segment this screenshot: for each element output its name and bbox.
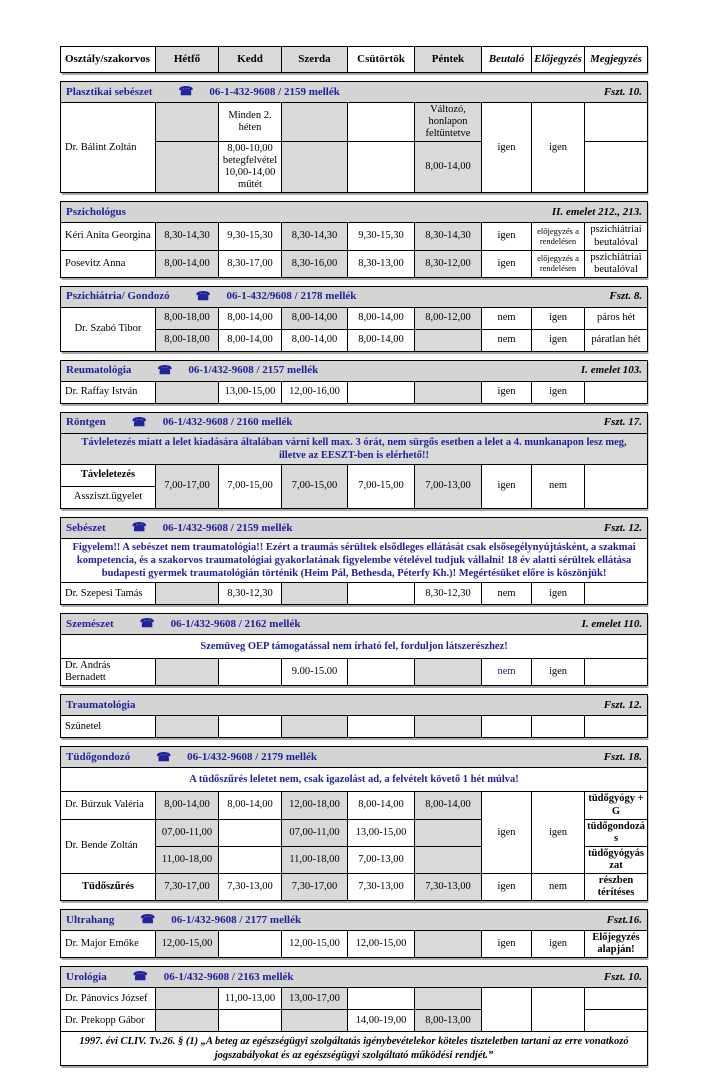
- section-header: [61, 909, 648, 930]
- column-header-cell: Beutaló: [482, 47, 532, 73]
- section-note: Figyelem!! A sebészet nem traumatológia!! Ezért a traumás sérültek elsődleges ellátását csak elsősegélynyújtásként, a szakmai kompetencia, és a szakorvos traumatológiai gyakorlatának figyelembe vételével tudjuk vállalni! 18 év alatti sérültek ellátása budapesti gyermek traumatológián történik (Heim Pál, Bethesda, Péterfy Kh.)! Megértésüket előre is köszönjük!: [61, 538, 648, 582]
- cell: [585, 381, 648, 403]
- section-header: [61, 286, 648, 307]
- flag-cell: igen: [482, 381, 532, 403]
- column-header-cell: Megjegyzés: [585, 47, 648, 73]
- phone-icon: ☎: [156, 749, 172, 764]
- time-cell: 13,00-15,00: [219, 381, 282, 403]
- section-header-row: [61, 412, 648, 433]
- cell: [156, 142, 219, 193]
- section-header: [61, 82, 648, 103]
- time-cell: 8,00-14,00: [219, 329, 282, 351]
- cell: [348, 142, 415, 193]
- phone-number: 06-1/432-9608 / 2159 mellék: [162, 521, 293, 534]
- time-cell: 8,00-10,00 betegfelvétel 10,00-14,00 műtét: [219, 142, 282, 193]
- section-note: Szemüveg OEP támogatással nem írható fel, forduljon látszerészhez!: [61, 635, 648, 659]
- doctor-cell: Posevitz Anna: [61, 250, 156, 277]
- time-cell: 8,00-14,00: [282, 329, 348, 351]
- time-cell: 12,00-15,00: [348, 930, 415, 957]
- time-cell: 8,00-14,00: [415, 142, 482, 193]
- phone-icon: ☎: [131, 414, 147, 429]
- time-cell: 7,00-13,00: [415, 464, 482, 508]
- cell: [585, 103, 648, 142]
- cell: [532, 716, 585, 738]
- time-cell: 8,00-18,00: [156, 329, 219, 351]
- section-tudogondozo: [60, 746, 647, 901]
- time-cell: 8,30-12,30: [219, 583, 282, 605]
- cell: [585, 1010, 648, 1032]
- flag-cell: igen: [482, 930, 532, 957]
- department-name: Pszichiátria/ Gondozó: [66, 290, 170, 303]
- section-header: [61, 614, 648, 635]
- time-cell: 7,30-13,00: [415, 873, 482, 900]
- cell: [282, 103, 348, 142]
- cell: [415, 381, 482, 403]
- plasztikai-sebeszet-table: [60, 81, 648, 193]
- time-cell: 11,00-13,00: [219, 988, 282, 1010]
- section-column-headers: [60, 46, 647, 73]
- flag-cell: igen: [532, 583, 585, 605]
- cell: Változó, honlapon feltüntetve: [415, 103, 482, 142]
- section-pszichiatria-gondozo: [60, 286, 647, 352]
- table-row: [61, 223, 648, 250]
- room-location: II. emelet 212., 213.: [551, 206, 643, 219]
- phone-block: [132, 521, 293, 535]
- department-name: Plasztikai sebészet: [66, 85, 153, 98]
- table-row: [61, 792, 648, 819]
- phone-block: [140, 617, 301, 631]
- section-header-row: [61, 967, 648, 988]
- cell: [282, 142, 348, 193]
- cell: [532, 988, 585, 1032]
- doctor-cell: Dr. Bálint Zoltán: [61, 103, 156, 193]
- cell: tüdőgyógyászat: [585, 846, 648, 873]
- department-name: Ultrahang: [66, 913, 115, 926]
- szemeszet-table: [60, 613, 648, 686]
- time-cell: 7,30-13,00: [348, 873, 415, 900]
- table-row: [61, 930, 648, 957]
- table-row: [61, 307, 648, 329]
- column-header-cell: Előjegyzés: [532, 47, 585, 73]
- time-cell: 8,00-14,00: [415, 792, 482, 819]
- time-cell: 7,30-17,00: [282, 873, 348, 900]
- room-location: Fszt. 10.: [603, 970, 643, 983]
- pszichologus-table: [60, 201, 648, 277]
- doctor-cell: Szünetel: [61, 716, 156, 738]
- ultrahang-table: [60, 909, 648, 958]
- time-cell: 8,00-14,00: [348, 792, 415, 819]
- table-row: [61, 381, 648, 403]
- flag-cell: igen: [532, 930, 585, 957]
- time-cell: 8,00-12,00: [415, 307, 482, 329]
- flag-cell: igen: [532, 307, 585, 329]
- cell: [348, 583, 415, 605]
- section-ultrahang: [60, 909, 647, 958]
- table-row: [61, 583, 648, 605]
- time-cell: 7,00-13,00: [348, 846, 415, 873]
- flag-cell: nem: [532, 873, 585, 900]
- table-row: [61, 768, 648, 792]
- cell: [415, 716, 482, 738]
- flag-cell: nem: [532, 464, 585, 508]
- table-row: [61, 250, 648, 277]
- phone-number: 06-1/432-9608 / 2163 mellék: [163, 970, 294, 983]
- department-name: Szemészet: [66, 617, 114, 630]
- column-header-cell: Csütörtök: [348, 47, 415, 73]
- flag-cell: igen: [532, 329, 585, 351]
- section-szemeszet: [60, 613, 647, 686]
- table-row: [61, 873, 648, 900]
- time-cell: 8,30-14,30: [415, 223, 482, 250]
- time-cell: 8,30-12,30: [415, 583, 482, 605]
- cell: [219, 1010, 282, 1032]
- cell: [482, 716, 532, 738]
- phone-number: 06-1/432-9608 / 2160 mellék: [162, 416, 293, 429]
- phone-icon: ☎: [132, 969, 148, 984]
- column-header-cell: Kedd: [219, 47, 282, 73]
- cell: előjegyzés a rendelésen: [532, 250, 585, 277]
- cell: [585, 464, 648, 508]
- section-header: [61, 202, 648, 223]
- section-header-row: [61, 517, 648, 538]
- phone-icon: ☎: [157, 362, 173, 377]
- table-row: [61, 988, 648, 1010]
- time-cell: 7,30-17,00: [156, 873, 219, 900]
- time-cell: 8,30-14,30: [282, 223, 348, 250]
- phone-icon: ☎: [131, 520, 147, 535]
- time-cell: 8,30-16,00: [282, 250, 348, 277]
- department-name: Sebészet: [66, 521, 106, 534]
- cell: páratlan hét: [585, 329, 648, 351]
- traumatologia-table: [60, 694, 648, 738]
- cell: [282, 1010, 348, 1032]
- column-headers-table: [60, 46, 648, 73]
- section-traumatologia: [60, 694, 647, 738]
- doctor-cell: Dr. Szepesi Tamás: [61, 583, 156, 605]
- section-header: [61, 517, 648, 538]
- cell: [219, 716, 282, 738]
- cell: [585, 659, 648, 686]
- cell: [282, 716, 348, 738]
- phone-number: 06-1/432-9608 / 2179 mellék: [187, 751, 318, 764]
- flag-cell: igen: [482, 464, 532, 508]
- reumatologia-table: [60, 360, 648, 404]
- time-cell: 12,00-16,00: [282, 381, 348, 403]
- rontgen-table: [60, 412, 648, 509]
- flag-cell: nem: [482, 329, 532, 351]
- time-cell: 11,00-18,00: [282, 846, 348, 873]
- time-cell: 9,30-15,30: [219, 223, 282, 250]
- flag-cell: nem: [482, 659, 532, 686]
- cell: [348, 659, 415, 686]
- table-row: [61, 1032, 648, 1066]
- column-header-row: [61, 47, 648, 73]
- cell: [585, 142, 648, 193]
- section-sebeszet: [60, 517, 647, 605]
- department-name: Reumatológia: [66, 364, 132, 377]
- time-cell: 07,00-11,00: [156, 819, 219, 846]
- cell: Távleletezés: [61, 464, 156, 486]
- table-row: [61, 635, 648, 659]
- time-cell: 9.00-15.00: [282, 659, 348, 686]
- section-note: A tüdőszűrés leletet nem, csak igazolást ad, a felvételt követő 1 hét múlva!: [61, 768, 648, 792]
- cell: [585, 716, 648, 738]
- time-cell: 8,00-14,00: [156, 792, 219, 819]
- phone-block: [132, 416, 293, 430]
- phone-icon: ☎: [195, 288, 211, 303]
- cell: [585, 988, 648, 1010]
- doctor-cell: Kéri Anita Georgina: [61, 223, 156, 250]
- cell: Minden 2. héten: [219, 103, 282, 142]
- section-urologia: [60, 966, 647, 1066]
- flag-cell: igen: [482, 792, 532, 873]
- cell: [415, 659, 482, 686]
- time-cell: 8,00-14,00: [219, 792, 282, 819]
- cell: [415, 930, 482, 957]
- section-header: [61, 967, 648, 988]
- time-cell: 8,00-14,00: [348, 307, 415, 329]
- section-reumatologia: [60, 360, 647, 404]
- phone-block: [157, 364, 318, 378]
- flag-cell: nem: [482, 583, 532, 605]
- cell: előjegyzés a rendelésen: [532, 223, 585, 250]
- cell: páros hét: [585, 307, 648, 329]
- time-cell: 7,00-17,00: [156, 464, 219, 508]
- department-name: Urológia: [66, 970, 107, 983]
- cell: Dr. Szabó Tibor: [61, 307, 156, 351]
- column-header-cell: Osztály/szakorvos: [61, 47, 156, 73]
- doctor-cell: Dr. Major Emőke: [61, 930, 156, 957]
- section-header-row: [61, 614, 648, 635]
- cell: [156, 659, 219, 686]
- time-cell: 8,00-13,00: [415, 1010, 482, 1032]
- cell: pszichiátriai beutalóval: [585, 250, 648, 277]
- column-header-cell: Péntek: [415, 47, 482, 73]
- time-cell: 12,00-15,00: [156, 930, 219, 957]
- section-header-row: [61, 695, 648, 716]
- time-cell: 7,00-15,00: [219, 464, 282, 508]
- cell: Előjegyzés alapján!: [585, 930, 648, 957]
- table-row: [61, 464, 648, 486]
- section-header-row: [61, 747, 648, 768]
- table-row: [61, 659, 648, 686]
- section-header-row: [61, 360, 648, 381]
- phone-block: [133, 970, 294, 984]
- time-cell: 8,30-13,00: [348, 250, 415, 277]
- phone-number: 06-1/432-9608 / 2162 mellék: [170, 617, 301, 630]
- flag-cell: nem: [482, 307, 532, 329]
- flag-cell: igen: [532, 792, 585, 873]
- time-cell: 14,00-19,00: [348, 1010, 415, 1032]
- room-location: Fszt. 17.: [603, 416, 642, 429]
- cell: [156, 988, 219, 1010]
- time-cell: 7,30-13,00: [219, 873, 282, 900]
- doctor-cell: Dr. Raffay István: [61, 381, 156, 403]
- column-header-cell: Hétfő: [156, 47, 219, 73]
- cell: [219, 846, 282, 873]
- room-location: Fszt. 12.: [603, 699, 642, 712]
- phone-number: 06-1/432-9608 / 2177 mellék: [171, 913, 302, 926]
- section-header: [61, 747, 648, 768]
- table-row: [61, 433, 648, 464]
- time-cell: 8,00-14,00: [282, 307, 348, 329]
- doctor-cell: Dr. Búrzuk Valéria: [61, 792, 156, 819]
- time-cell: 8,30-17,00: [219, 250, 282, 277]
- cell: pszichiátriai beutalóval: [585, 223, 648, 250]
- time-cell: 8,00-14,00: [156, 250, 219, 277]
- cell: [156, 381, 219, 403]
- section-header-row: [61, 202, 648, 223]
- section-header-row: [61, 909, 648, 930]
- cell: [585, 583, 648, 605]
- section-header-row: [61, 286, 648, 307]
- urologia-table: [60, 966, 648, 1066]
- cell: részben térítéses: [585, 873, 648, 900]
- phone-number: 06-1/432-9608 / 2157 mellék: [188, 364, 319, 377]
- time-cell: 7,00-15,00: [282, 464, 348, 508]
- room-location: Fszt.16.: [606, 913, 643, 926]
- schedule-document: [60, 46, 647, 1066]
- column-header-cell: Szerda: [282, 47, 348, 73]
- doctor-cell: Dr. András Bernadett: [61, 659, 156, 686]
- cell: [348, 103, 415, 142]
- cell: [348, 988, 415, 1010]
- time-cell: 13,00-17,00: [282, 988, 348, 1010]
- time-cell: 8,00-14,00: [348, 329, 415, 351]
- phone-icon: ☎: [139, 616, 155, 631]
- cell: [282, 583, 348, 605]
- sebeszet-table: [60, 517, 648, 605]
- room-location: Fszt. 18.: [603, 751, 642, 764]
- department-name: Traumatológia: [66, 699, 136, 712]
- time-cell: 8,30-14,30: [156, 223, 219, 250]
- time-cell: 8,30-12,00: [415, 250, 482, 277]
- cell: tüdőgyógy + G: [585, 792, 648, 819]
- cell: [482, 988, 532, 1032]
- cell: [348, 381, 415, 403]
- flag-cell: igen: [482, 873, 532, 900]
- time-cell: 9,30-15,30: [348, 223, 415, 250]
- cell: [219, 659, 282, 686]
- section-header-row: [61, 82, 648, 103]
- time-cell: 11,00-18,00: [156, 846, 219, 873]
- phone-block: [178, 85, 339, 99]
- cell: tüdőgondozás: [585, 819, 648, 846]
- section-header: [61, 695, 648, 716]
- cell: [415, 846, 482, 873]
- section-note: Távleletezés miatt a lelet kiadására általában várni kell max. 3 órát, nem sürgős esetben a lelet a 4. munkanapon lesz meg, illetve az EESZT-ben is elérhető!!: [61, 433, 648, 464]
- flag-cell: igen: [532, 659, 585, 686]
- doctor-cell: Dr. Prekopp Gábor: [61, 1010, 156, 1032]
- section-header: [61, 412, 648, 433]
- legal-note: 1997. évi CLIV. Tv.26. § (1) „A beteg az egészségügyi szolgáltatás igénybevételekor köteles tiszteletben tartani az erre vonatkozó jogszabályokat és az egészségügyi szolgáltató működési rendjét.”: [61, 1032, 648, 1066]
- department-name: Röntgen: [66, 416, 106, 429]
- doctor-cell: Dr. Bende Zoltán: [61, 819, 156, 873]
- phone-block: [140, 913, 301, 927]
- room-location: Fszt. 12.: [603, 521, 643, 534]
- phone-number: 06-1-432-9608 / 2159 mellék: [209, 85, 340, 98]
- cell: [156, 103, 219, 142]
- cell: [415, 988, 482, 1010]
- section-plasztikai-sebeszet: [60, 81, 647, 193]
- tudogondozo-table: [60, 746, 648, 901]
- flag-cell: igen: [532, 381, 585, 403]
- flag-cell: igen: [532, 103, 585, 193]
- flag-cell: igen: [482, 250, 532, 277]
- time-cell: 13,00-15,00: [348, 819, 415, 846]
- section-rontgen: [60, 412, 647, 509]
- flag-cell: igen: [482, 223, 532, 250]
- doctor-cell: Dr. Pánovics József: [61, 988, 156, 1010]
- phone-icon: ☎: [140, 912, 156, 927]
- cell: [348, 716, 415, 738]
- room-location: I. emelet 110.: [581, 617, 643, 630]
- department-name: Pszichológus: [66, 206, 126, 219]
- table-row: [61, 103, 648, 142]
- time-cell: 8,00-18,00: [156, 307, 219, 329]
- flag-cell: igen: [482, 103, 532, 193]
- cell: [415, 329, 482, 351]
- table-row: [61, 716, 648, 738]
- cell: [415, 819, 482, 846]
- cell: Assziszt.ügyelet: [61, 486, 156, 508]
- section-header: [61, 360, 648, 381]
- cell: Tüdőszűrés: [61, 873, 156, 900]
- cell: [156, 716, 219, 738]
- room-location: I. emelet 103.: [580, 364, 643, 377]
- time-cell: 12,00-15,00: [282, 930, 348, 957]
- phone-block: [156, 751, 317, 765]
- table-row: [61, 538, 648, 582]
- time-cell: 7,00-15,00: [348, 464, 415, 508]
- pszichiatria-gondozo-table: [60, 286, 648, 352]
- time-cell: 8,00-14,00: [219, 307, 282, 329]
- cell: [219, 819, 282, 846]
- cell: [219, 930, 282, 957]
- phone-icon: ☎: [178, 84, 194, 99]
- phone-number: 06-1-432/9608 / 2178 mellék: [226, 290, 357, 303]
- room-location: Fszt. 8.: [609, 290, 643, 303]
- cell: [156, 583, 219, 605]
- time-cell: 12,00-18,00: [282, 792, 348, 819]
- department-name: Tüdőgondozó: [66, 751, 131, 764]
- phone-block: [196, 290, 357, 304]
- section-pszichologus: [60, 201, 647, 277]
- cell: [156, 1010, 219, 1032]
- time-cell: 07,00-11,00: [282, 819, 348, 846]
- room-location: Fszt. 10.: [603, 85, 643, 98]
